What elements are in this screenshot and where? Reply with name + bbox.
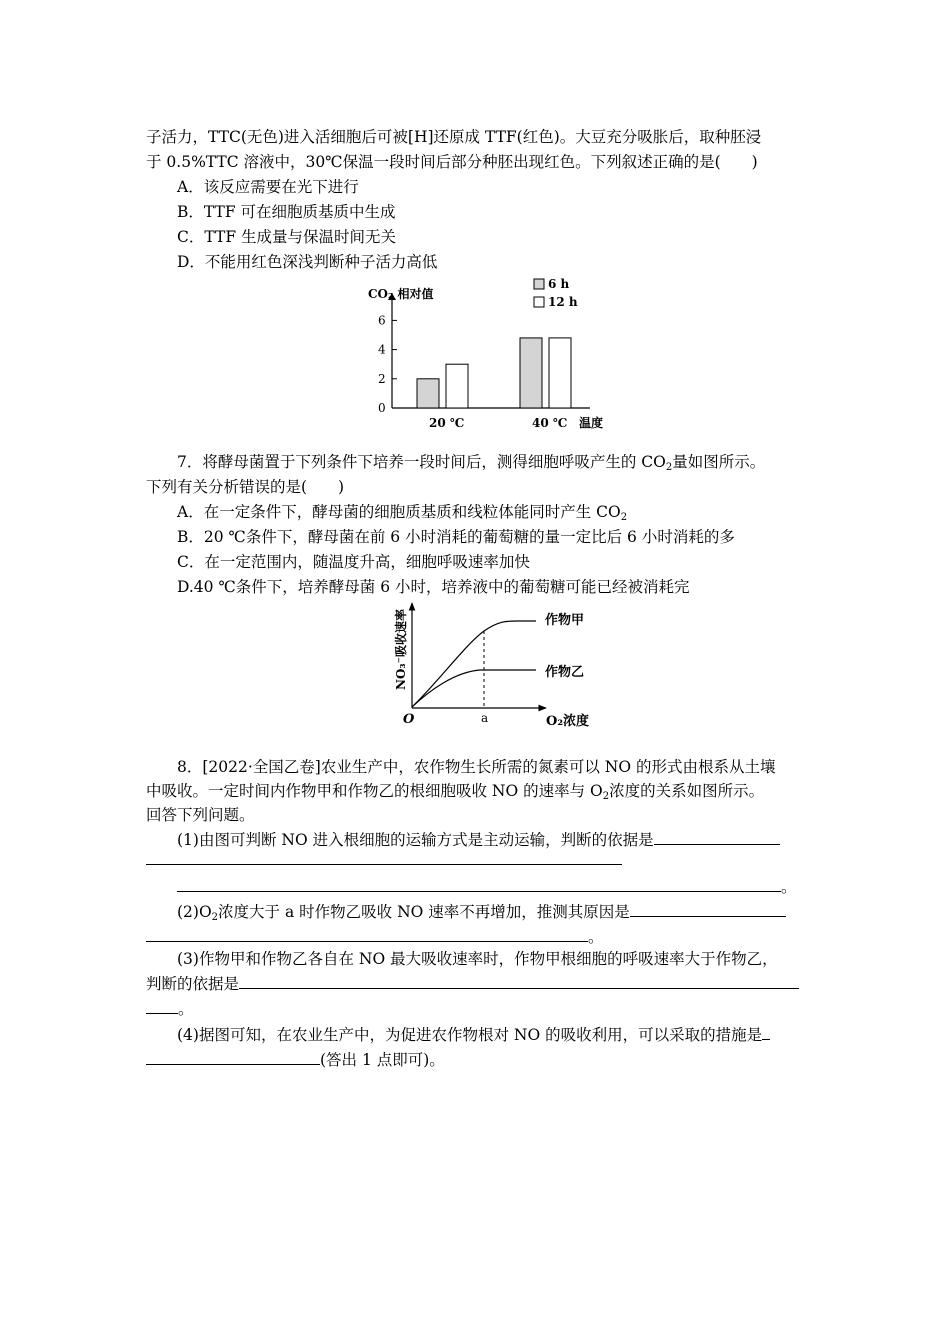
answer-blank-2a[interactable] [630, 901, 786, 917]
marker-a-label: a [481, 711, 489, 725]
q7-option-d: D.40 ℃条件下，培养酵母菌 6 小时，培养液中的葡萄糖可能已经被消耗完 [177, 578, 690, 596]
y-tick-label: 0 [378, 401, 386, 415]
answer-blank-1a[interactable] [654, 829, 780, 845]
q8-part-3-line-2: 判断的依据是 [146, 973, 799, 994]
bar-chart-y-label: CO₂ 相对值 [368, 287, 434, 301]
q8-stem-line-2: 中吸收。一定时间内作物甲和作物乙的根细胞吸收 NO 的速率与 $O_2$浓度的关系如图所示。 [146, 782, 765, 802]
answer-blank-4a[interactable] [762, 1024, 770, 1040]
answer-blank-3b[interactable] [146, 998, 178, 1014]
q7-option-b: B．20 ℃条件下，酵母菌在前 6 小时消耗的葡萄糖的量一定比后 6 小时消耗的多 [177, 528, 735, 546]
legend-crop-jia: 作物甲 [545, 613, 585, 628]
y-tick-label: 6 [378, 313, 386, 328]
q8-part-1: (1)由图可判断 NO 进入根细胞的运输方式是主动运输，判断的依据是 [177, 829, 780, 850]
q7-option-c: C．在一定范围内，随温度升高，细胞呼吸速率加快 [177, 553, 530, 571]
q8-part-4: (4)据图可知，在农业生产中，为促进农作物根对 NO 的吸收利用，可以采取的措施是 [177, 1024, 770, 1045]
q6-option-a: A．该反应需要在光下进行 [177, 178, 359, 196]
answer-blank-2b[interactable] [146, 926, 588, 942]
line-chart-y-label: NO₃⁻吸收速率 [394, 608, 408, 690]
curve-crop-jia [412, 621, 536, 707]
legend-crop-yi: 作物乙 [545, 665, 585, 680]
q6-option-d: D．不能用红色深浅判断种子活力高低 [177, 253, 438, 271]
q6-option-b: B．TTF 可在细胞质基质中生成 [177, 203, 396, 221]
answer-blank-3a[interactable] [239, 973, 799, 989]
origin-label: O [403, 712, 415, 727]
curve-crop-yi [412, 670, 536, 707]
x-category-label: 40 ℃ [532, 416, 568, 430]
answer-blank-1c[interactable] [177, 876, 781, 892]
bar-chart-x-label: 温度 [579, 416, 604, 430]
answer-blank-1b[interactable] [146, 849, 622, 865]
q7-stem-line-1: 7．将酵母菌置于下列条件下培养一段时间后，测得细胞呼吸产生的 $CO_2$量如图所示。 [177, 453, 766, 473]
line-chart-x-label: O₂浓度 [546, 714, 590, 729]
q8-part-3-line-3: 。 [146, 998, 194, 1019]
q8-part-2: $(2)O_2$浓度大于 a 时作物乙吸收 NO 速率不再增加，推测其原因是 [177, 901, 786, 922]
legend-label: 12 h [548, 295, 578, 309]
q8-part-1-line-3: 。 [177, 876, 797, 897]
q8-part-3: (3)作物甲和作物乙各自在 NO 最大吸收速率时，作物甲根细胞的呼吸速率大于作物乙， [177, 950, 778, 968]
y-tick-label: 2 [378, 371, 386, 386]
q8-stem-line-1: 8．[2022·全国乙卷]农业生产中，农作物生长所需的氮素可以 NO 的形式由根系从土壤 [177, 758, 776, 776]
q8-part-4-line-2: (答出 1 点即可)。 [146, 1049, 445, 1070]
legend-label: 6 h [548, 277, 570, 291]
q7-option-a: A．在一定条件下，酵母菌的细胞质基质和线粒体能同时产生 $CO_2$ [177, 503, 628, 523]
q7-stem-line-2: 下列有关分析错误的是( ) [146, 478, 345, 496]
q8-stem-line-3: 回答下列问题。 [146, 806, 255, 824]
q8-part-2-line-2: 。 [146, 926, 604, 947]
intro-line-2: 于 0.5%TTC 溶液中，30℃保温一段时间后部分种胚出现红色。下列叙述正确的是( ) [146, 153, 758, 171]
intro-line-1: 子活力，TTC(无色)进入活细胞后可被[H]还原成 TTF(红色)。大豆充分吸胀后，取种胚浸 [146, 128, 762, 146]
q6-option-c: C．TTF 生成量与保温时间无关 [177, 228, 397, 246]
answer-blank-4b[interactable] [146, 1049, 320, 1065]
x-category-label: 20 ℃ [429, 416, 465, 430]
y-tick-label: 4 [378, 342, 386, 357]
q8-part-1-line-2 [146, 849, 622, 870]
